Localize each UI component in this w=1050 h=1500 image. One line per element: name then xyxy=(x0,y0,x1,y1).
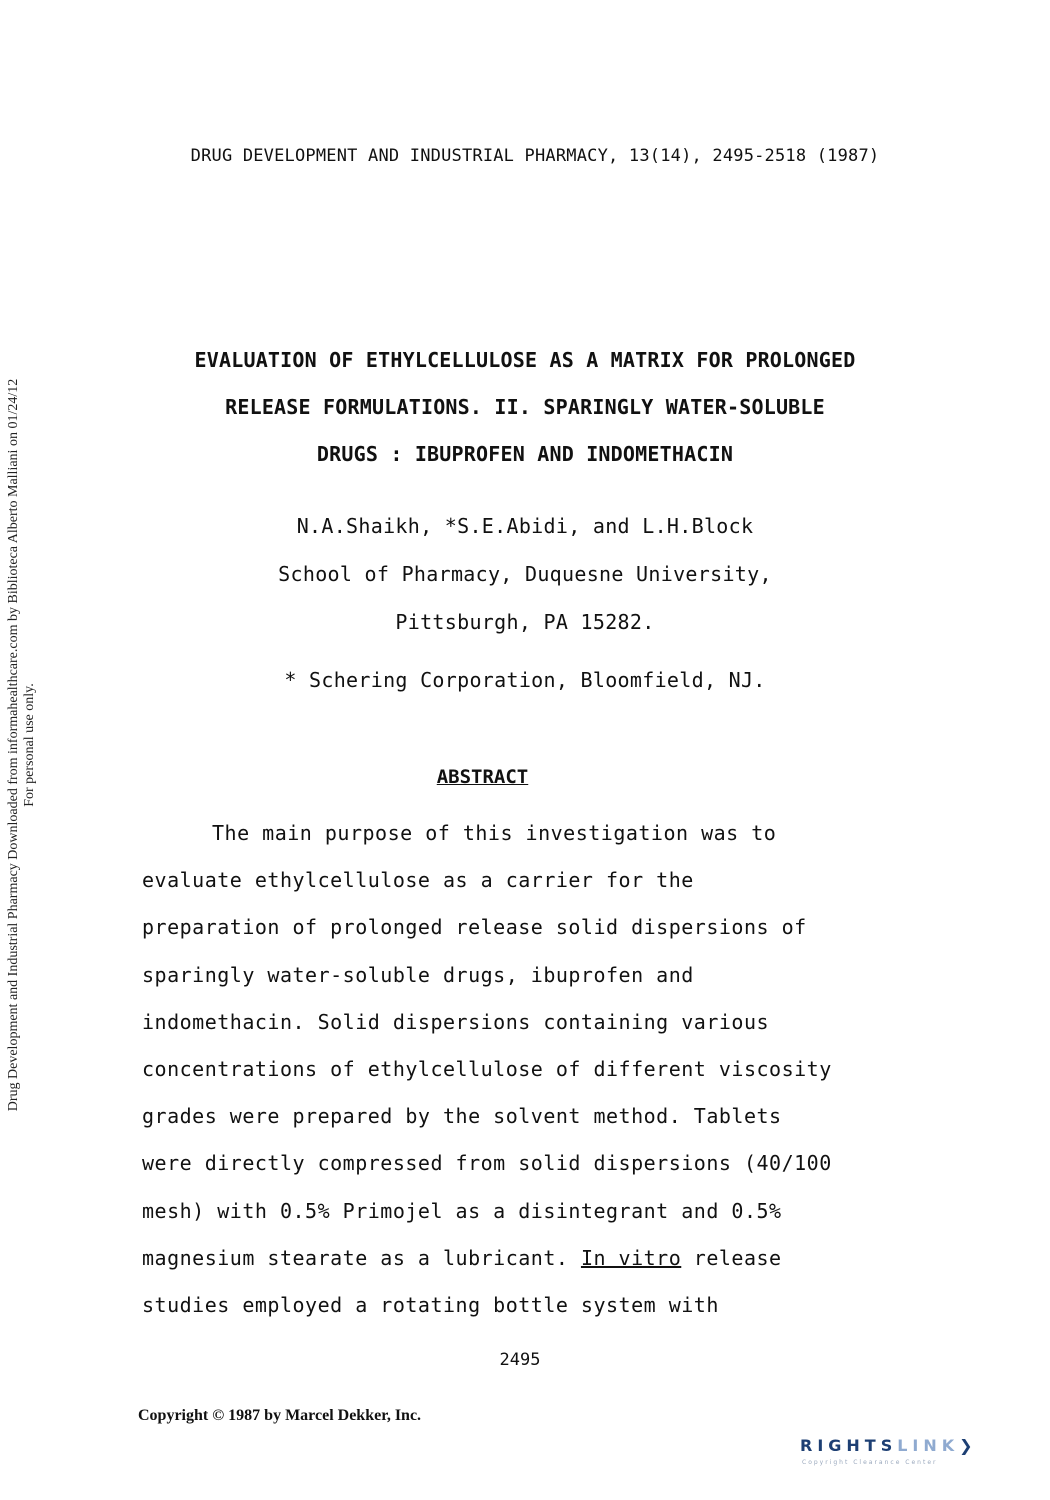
rightslink-logo[interactable] xyxy=(800,1436,1030,1472)
affiliation-line: Pittsburgh, PA 15282. xyxy=(395,610,655,634)
abstract-line: The main purpose of this investigation was to xyxy=(212,821,777,845)
abstract-line: indomethacin. Solid dispersions containing various xyxy=(142,1009,770,1034)
rightslink-word-rights: RIGHTS xyxy=(800,1436,898,1455)
copyright-notice: Copyright © 1987 by Marcel Dekker, Inc. xyxy=(138,1407,422,1424)
second-affiliation: * Schering Corporation, Bloomfield, NJ. xyxy=(284,668,766,692)
abstract-heading: ABSTRACT xyxy=(436,766,529,788)
abstract-line: grades were prepared by the solvent method. Tablets xyxy=(142,1104,782,1129)
rightslink-word-link: LINK xyxy=(897,1436,960,1455)
chevron-right-icon: ❯ xyxy=(959,1436,973,1455)
title-line: DRUGS : IBUPROFEN AND INDOMETHACIN xyxy=(316,442,734,466)
journal-citation-header: DRUG DEVELOPMENT AND INDUSTRIAL PHARMACY, 13(14), 2495-2518 (1987) xyxy=(190,146,880,166)
affiliation-line: School of Pharmacy, Duquesne University, xyxy=(278,562,772,586)
download-watermark-line: Drug Development and Industrial Pharmacy Downloaded from informahealthcare.com by Biblioteca Alberto Malliani on 01/24/12 xyxy=(6,378,21,1112)
download-watermark-line: For personal use only. xyxy=(22,683,37,807)
abstract-line: studies employed a rotating bottle system with xyxy=(142,1293,719,1318)
rightslink-tagline: Copyright Clearance Center xyxy=(802,1459,938,1466)
abstract-body xyxy=(142,810,972,1329)
abstract-line: evaluate ethylcellulose as a carrier for the xyxy=(142,868,694,893)
abstract-line xyxy=(142,1235,972,1282)
abstract-line: sparingly water-soluble drugs, ibuprofen and xyxy=(142,962,694,987)
abstract-line: concentrations of ethylcellulose of different viscosity xyxy=(142,1057,832,1082)
abstract-line: were directly compressed from solid dispersions (40/100 xyxy=(142,1151,832,1176)
author-block xyxy=(90,502,960,646)
article-title xyxy=(110,337,940,478)
download-watermark xyxy=(6,310,38,1180)
rightslink-wordmark xyxy=(800,1436,973,1455)
title-line: EVALUATION OF ETHYLCELLULOSE AS A MATRIX FOR PROLONGED xyxy=(194,348,856,372)
abstract-text: release xyxy=(681,1245,782,1270)
author-names: N.A.Shaikh, *S.E.Abidi, and L.H.Block xyxy=(296,514,754,538)
page-number: 2495 xyxy=(499,1350,541,1370)
abstract-line: mesh) with 0.5% Primojel as a disintegrant and 0.5% xyxy=(142,1198,782,1223)
title-line: RELEASE FORMULATIONS. II. SPARINGLY WATER-SOLUBLE xyxy=(225,395,825,419)
in-vitro-emphasis: In vitro xyxy=(580,1245,682,1270)
abstract-text: magnesium stearate as a lubricant. xyxy=(142,1245,581,1270)
abstract-line: preparation of prolonged release solid dispersions of xyxy=(142,915,807,940)
